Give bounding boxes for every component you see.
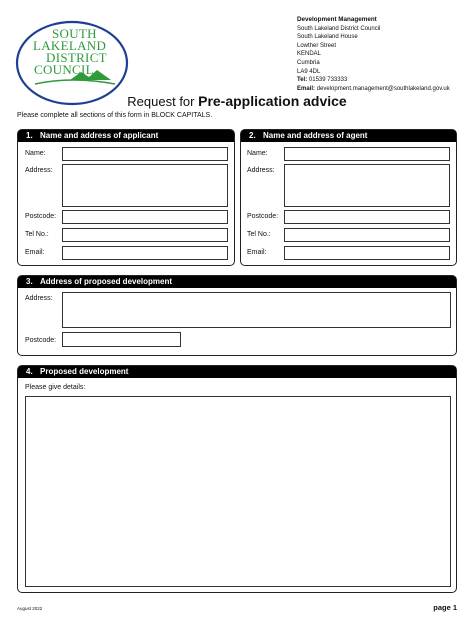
applicant-postcode-field[interactable] xyxy=(62,210,228,224)
section-agent-header: 2. Name and address of agent xyxy=(241,130,456,142)
logo-word-lakeland: LAKELAND xyxy=(33,38,107,53)
contact-postcode: LA9 4DL xyxy=(297,68,321,75)
instruction-text: Please complete all sections of this form in BLOCK CAPITALS. xyxy=(17,112,213,119)
section-applicant-header: 1. Name and address of applicant xyxy=(18,130,234,142)
development-postcode-field[interactable] xyxy=(62,332,181,347)
development-address-field[interactable] xyxy=(62,292,451,328)
contact-county: Cumbria xyxy=(297,59,320,66)
proposed-details-field[interactable] xyxy=(25,396,451,587)
applicant-address-field[interactable] xyxy=(62,164,228,207)
contact-heading: Development Management xyxy=(297,16,377,23)
agent-postcode-label: Postcode: xyxy=(247,213,279,220)
applicant-address-label: Address: xyxy=(25,167,53,174)
section-proposed-development-header: 4. Proposed development xyxy=(18,366,456,378)
contact-town: KENDAL xyxy=(297,51,322,58)
email-value[interactable]: development.management@southlakeland.gov.uk xyxy=(316,85,450,92)
agent-postcode-field[interactable] xyxy=(284,210,450,224)
proposed-details-label: Please give details: xyxy=(25,384,86,391)
logo-word-district: DISTRICT xyxy=(46,50,107,65)
applicant-name-field[interactable] xyxy=(62,147,228,161)
agent-name-field[interactable] xyxy=(284,147,450,161)
contact-block xyxy=(297,16,467,93)
tel-value: 01539 733333 xyxy=(308,77,348,84)
footer-date: August 2022 xyxy=(17,606,43,611)
agent-name-label: Name: xyxy=(247,150,268,157)
title-prefix: Request for xyxy=(127,94,199,109)
agent-address-label: Address: xyxy=(247,167,275,174)
agent-email-field[interactable] xyxy=(284,246,450,260)
applicant-tel-label: Tel No.: xyxy=(25,231,49,238)
development-address-label: Address: xyxy=(25,295,53,302)
title-bold: Pre-application advice xyxy=(198,93,347,109)
agent-address-field[interactable] xyxy=(284,164,450,207)
logo-word-south: SOUTH xyxy=(52,26,97,41)
applicant-name-label: Name: xyxy=(25,150,46,157)
contact-org: South Lakeland District Council xyxy=(297,25,381,32)
agent-tel-label: Tel No.: xyxy=(247,231,271,238)
contact-building: South Lakeland House xyxy=(297,34,358,41)
contact-street: Lowther Street xyxy=(297,42,337,49)
applicant-email-field[interactable] xyxy=(62,246,228,260)
tel-label: Tel: xyxy=(297,77,308,84)
development-postcode-label: Postcode: xyxy=(25,337,57,344)
section-development-address-header: 3. Address of proposed development xyxy=(18,276,456,288)
applicant-tel-field[interactable] xyxy=(62,228,228,242)
agent-tel-field[interactable] xyxy=(284,228,450,242)
applicant-email-label: Email: xyxy=(25,249,45,256)
logo-word-council: COUNCIL xyxy=(34,62,94,77)
agent-email-label: Email: xyxy=(247,249,267,256)
footer-page: page 1 xyxy=(433,603,457,612)
email-label: Email: xyxy=(297,85,316,92)
applicant-postcode-label: Postcode: xyxy=(25,213,57,220)
contact-tel-line xyxy=(297,76,467,85)
form-title xyxy=(0,93,474,109)
